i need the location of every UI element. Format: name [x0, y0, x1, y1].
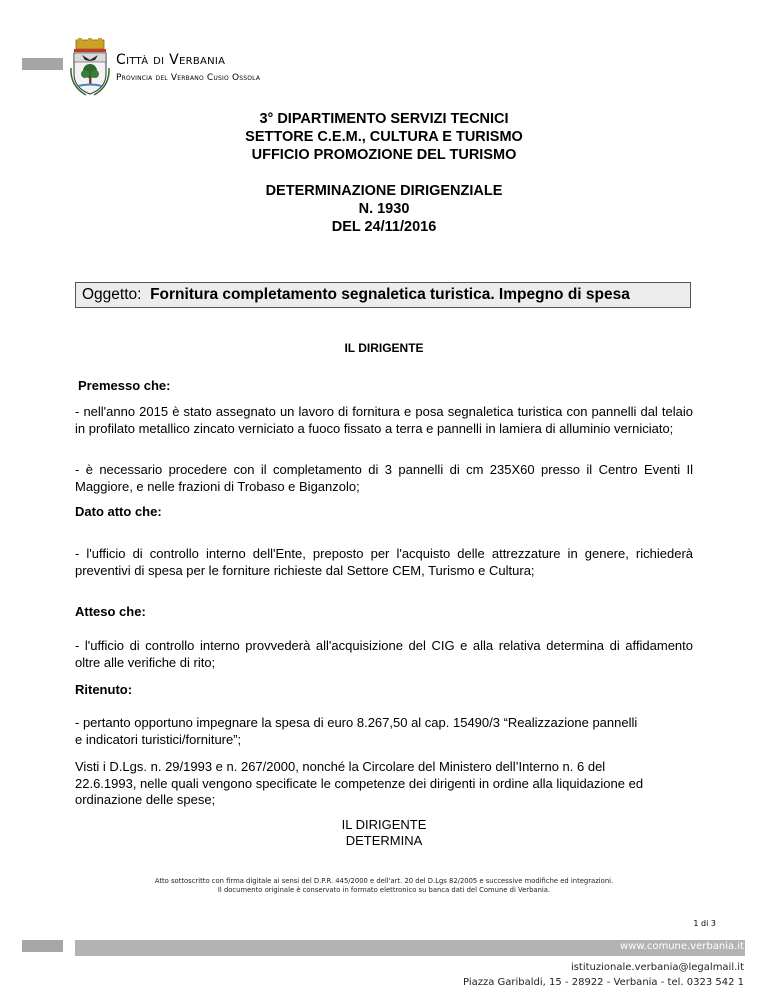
signature-note-line-1: Atto sottoscritto con firma digitale ai sensi del D.P.R. 445/2000 e dell'art. 20 del D.Lgs 82/2005 e successive modifiche ed integrazioni. [154, 877, 614, 885]
visti-paragraph [75, 759, 715, 809]
digital-signature-note [0, 877, 768, 895]
visti-line-2: 22.6.1993, nelle quali vengono specificate le competenze dei dirigenti in ordine alla liquidazione ed [75, 775, 644, 791]
visti-line-3: ordinazione delle spese; [75, 792, 216, 807]
premesso-heading: Premesso che: [78, 378, 171, 393]
header-gray-marker [22, 58, 63, 70]
city-crest-icon [68, 38, 112, 96]
il-dirigente-title: IL DIRIGENTE [344, 341, 424, 355]
premesso-paragraph-2: - è necessario procedere con il completamento di 3 pannelli di cm 235X60 presso il Centro Eventi Il Maggiore, e nelle frazioni di Trobaso e Biganzolo; [75, 462, 693, 494]
subject-label: Oggetto: [82, 286, 142, 303]
province-name: Provincia del Verbano Cusio Ossola [116, 73, 261, 83]
department-line-3: UFFICIO PROMOZIONE DEL TURISMO [251, 147, 517, 163]
ritenuto-paragraph [75, 715, 715, 748]
ritenuto-line-1: - pertanto opportuno impegnare la spesa di euro 8.267,50 al cap. 15490/3 “Realizzazione pannelli [75, 715, 638, 730]
page-number: 1 di 3 [693, 919, 716, 928]
determinazione-number: N. 1930 [358, 201, 410, 217]
footer-gray-marker [22, 940, 63, 952]
subject-box [75, 282, 691, 308]
premesso-paragraph-1: - nell'anno 2015 è stato assegnato un lavoro di fornitura e posa segnaletica turistica con pannelli dal telaio in profilato metallico zincato verniciato a fuoco fissato a terra e pannelli in lamiera di alluminio verniciato; [75, 404, 693, 436]
determinazione-date: DEL 24/11/2016 [331, 219, 437, 235]
department-heading [0, 110, 768, 164]
footer-website-link[interactable]: www.comune.verbania.it [620, 941, 744, 952]
signature-note-line-2: Il documento originale è conservato in formato elettronico su banca dati del Comune di Verbania. [217, 886, 551, 894]
ritenuto-line-2: e indicatori turistici/forniture”; [75, 731, 242, 747]
determina-block [0, 817, 768, 849]
footer-address: Piazza Garibaldi, 15 - 28922 - Verbania - tel. 0323 542 1 [463, 977, 744, 988]
dato-atto-heading: Dato atto che: [75, 504, 162, 519]
atteso-paragraph: - l'ufficio di controllo interno provvederà all'acquisizione del CIG e alla relativa determina di affidamento oltre alle verifiche di rito; [75, 638, 693, 670]
dato-atto-paragraph: - l'ufficio di controllo interno dell'Ente, preposto per l'acquisto delle attrezzature in genere, richiederà preventivi di spesa per le forniture richieste dal Settore CEM, Turismo e Cultura; [75, 546, 693, 578]
department-line-1: 3° DIPARTIMENTO SERVIZI TECNICI [259, 111, 509, 127]
determinazione-title: DETERMINAZIONE DIRIGENZIALE [265, 183, 503, 199]
atteso-heading: Atteso che: [75, 604, 146, 619]
determina-line-2: DETERMINA [345, 833, 423, 848]
determinazione-heading [0, 182, 768, 236]
footer-email-link[interactable]: istituzionale.verbania@legalmail.it [570, 962, 744, 973]
subject-text: Fornitura completamento segnaletica turistica. Impegno di spesa [150, 286, 630, 303]
city-name: Città di Verbania [116, 52, 226, 68]
department-line-2: SETTORE C.E.M., CULTURA E TURISMO [245, 129, 523, 145]
visti-line-1: Visti i D.Lgs. n. 29/1993 e n. 267/2000, nonché la Circolare del Ministero dell’Interno n. 6 del [75, 759, 606, 774]
determina-line-1: IL DIRIGENTE [341, 817, 427, 832]
ritenuto-heading: Ritenuto: [75, 682, 133, 697]
